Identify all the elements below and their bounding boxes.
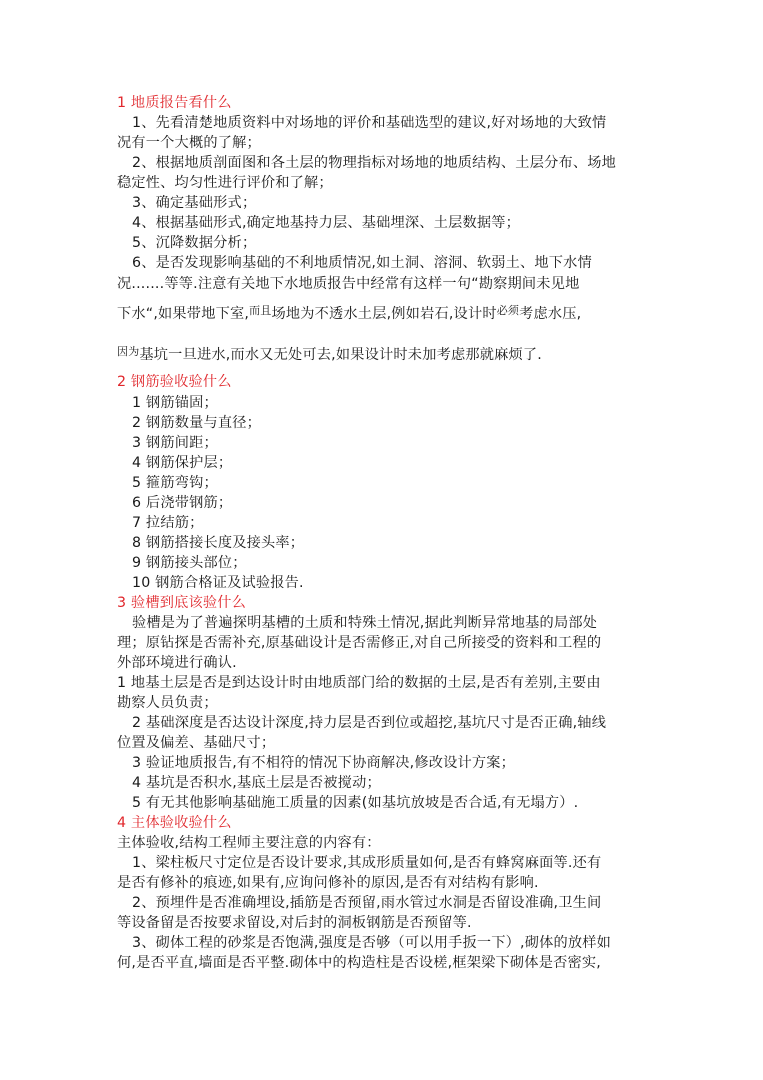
paragraph-line: 验槽是为了普遍探明基槽的土质和特殊土情况,据此判断异常地基的局部处 [132,615,598,631]
paragraph-line: 5 有无其他影响基础施工质量的因素(如基坑放坡是否合适,有无塌方）. [132,795,579,811]
section-heading-2: 2 钢筋验收验什么 [117,374,232,390]
paragraph-line-mixed [117,304,581,325]
paragraph-line: 是否有修补的痕迹,如果有,应询问修补的原因,是否有对结构有影响. [117,875,539,891]
text-run: 考虑水压, [519,306,582,322]
text-run-small: 必须 [496,304,520,317]
section-heading-1: 1 地质报告看什么 [117,95,232,111]
paragraph-line: 况.......等等.注意有关地下水地质报告中经常有这样一句“勘察期间未见地 [117,276,580,292]
paragraph-line: 2 基础深度是否达设计深度,持力层是否到位或超挖,基坑尺寸是否正确,轴线 [132,715,607,731]
list-item: 6 后浇带钢筋； [132,495,233,511]
list-item: 4 钢筋保护层； [132,455,233,471]
text-run-small: 而且 [249,304,272,317]
paragraph-line: 1、梁柱板尺寸定位是否设计要求,其成形质量如何,是否有蜂窝麻面等.还有 [132,855,602,871]
list-item: 8 钢筋搭接长度及接头率； [132,535,305,551]
paragraph-line: 主体验收,结构工程师主要注意的内容有： [117,835,381,851]
paragraph-line: 4 基坑是否积水,基底土层是否被搅动； [132,775,381,791]
paragraph-line: 2、根据地质剖面图和各土层的物理指标对场地的地质结构、土层分布、场地 [132,155,617,171]
paragraph-line: 稳定性、均匀性进行评价和了解； [117,175,333,191]
paragraph-line: 5、沉降数据分析； [132,235,257,251]
list-item: 5 箍筋弯钩； [132,475,218,491]
text-run: 下水“,如果带地下室, [117,306,250,322]
list-item: 9 钢筋接头部位； [132,555,247,571]
section-heading-3: 3 验槽到底该验什么 [117,595,247,611]
section-heading-4: 4 主体验收验什么 [117,815,232,831]
paragraph-line: 位置及偏差、基础尺寸； [117,735,276,751]
list-item: 1 钢筋锚固； [132,395,218,411]
paragraph-line: 外部环境进行确认. [117,655,237,671]
paragraph-line: 1、先看清楚地质资料中对场地的评价和基础选型的建议,好对场地的大致情 [132,115,607,131]
text-run-small: 因为 [117,345,140,358]
paragraph-line: 理；原钻探是否需补充,原基础设计是否需修正,对自己所接受的资料和工程的 [117,635,602,651]
list-item: 3 钢筋间距； [132,435,218,451]
paragraph-line: 况有一个大概的了解； [117,135,261,151]
paragraph-line: 1 地基土层是否是到达设计时由地质部门给的数据的土层,是否有差别,主要由 [117,675,601,691]
paragraph-line: 勘察人员负责； [117,695,218,711]
list-item: 10 钢筋合格证及试验报告. [132,575,304,591]
paragraph-line-mixed [117,345,542,366]
paragraph-line: 3、砌体工程的砂浆是否饱满,强度是否够（可以用手扳一下）,砌体的放样如 [132,935,612,951]
paragraph-line: 6、是否发现影响基础的不利地质情况,如土洞、溶洞、软弱土、地下水情 [132,255,592,271]
paragraph-line: 何,是否平直,墙面是否平整.砌体中的构造柱是否设槎,框架梁下砌体是否密实, [117,955,601,971]
text-run: 基坑一旦进水,而水又无处可去,如果设计时未加考虑那就麻烦了. [139,347,543,363]
list-item: 2 钢筋数量与直径； [132,415,262,431]
paragraph-line: 等设备留是否按要求留设,对后封的洞板钢筋是否预留等. [117,915,472,931]
paragraph-line: 3、确定基础形式； [132,195,257,211]
text-run: 场地为不透水土层,例如岩石,设计时 [271,306,497,322]
paragraph-line: 2、预埋件是否准确埋设,插筋是否预留,雨水管过水洞是否留设准确,卫生间 [132,895,602,911]
list-item: 7 拉结筋； [132,515,204,531]
paragraph-line: 4、根据基础形式,确定地基持力层、基础埋深、土层数据等； [132,215,521,231]
paragraph-line: 3 验证地质报告,有不相符的情况下协商解决,修改设计方案； [132,755,516,771]
